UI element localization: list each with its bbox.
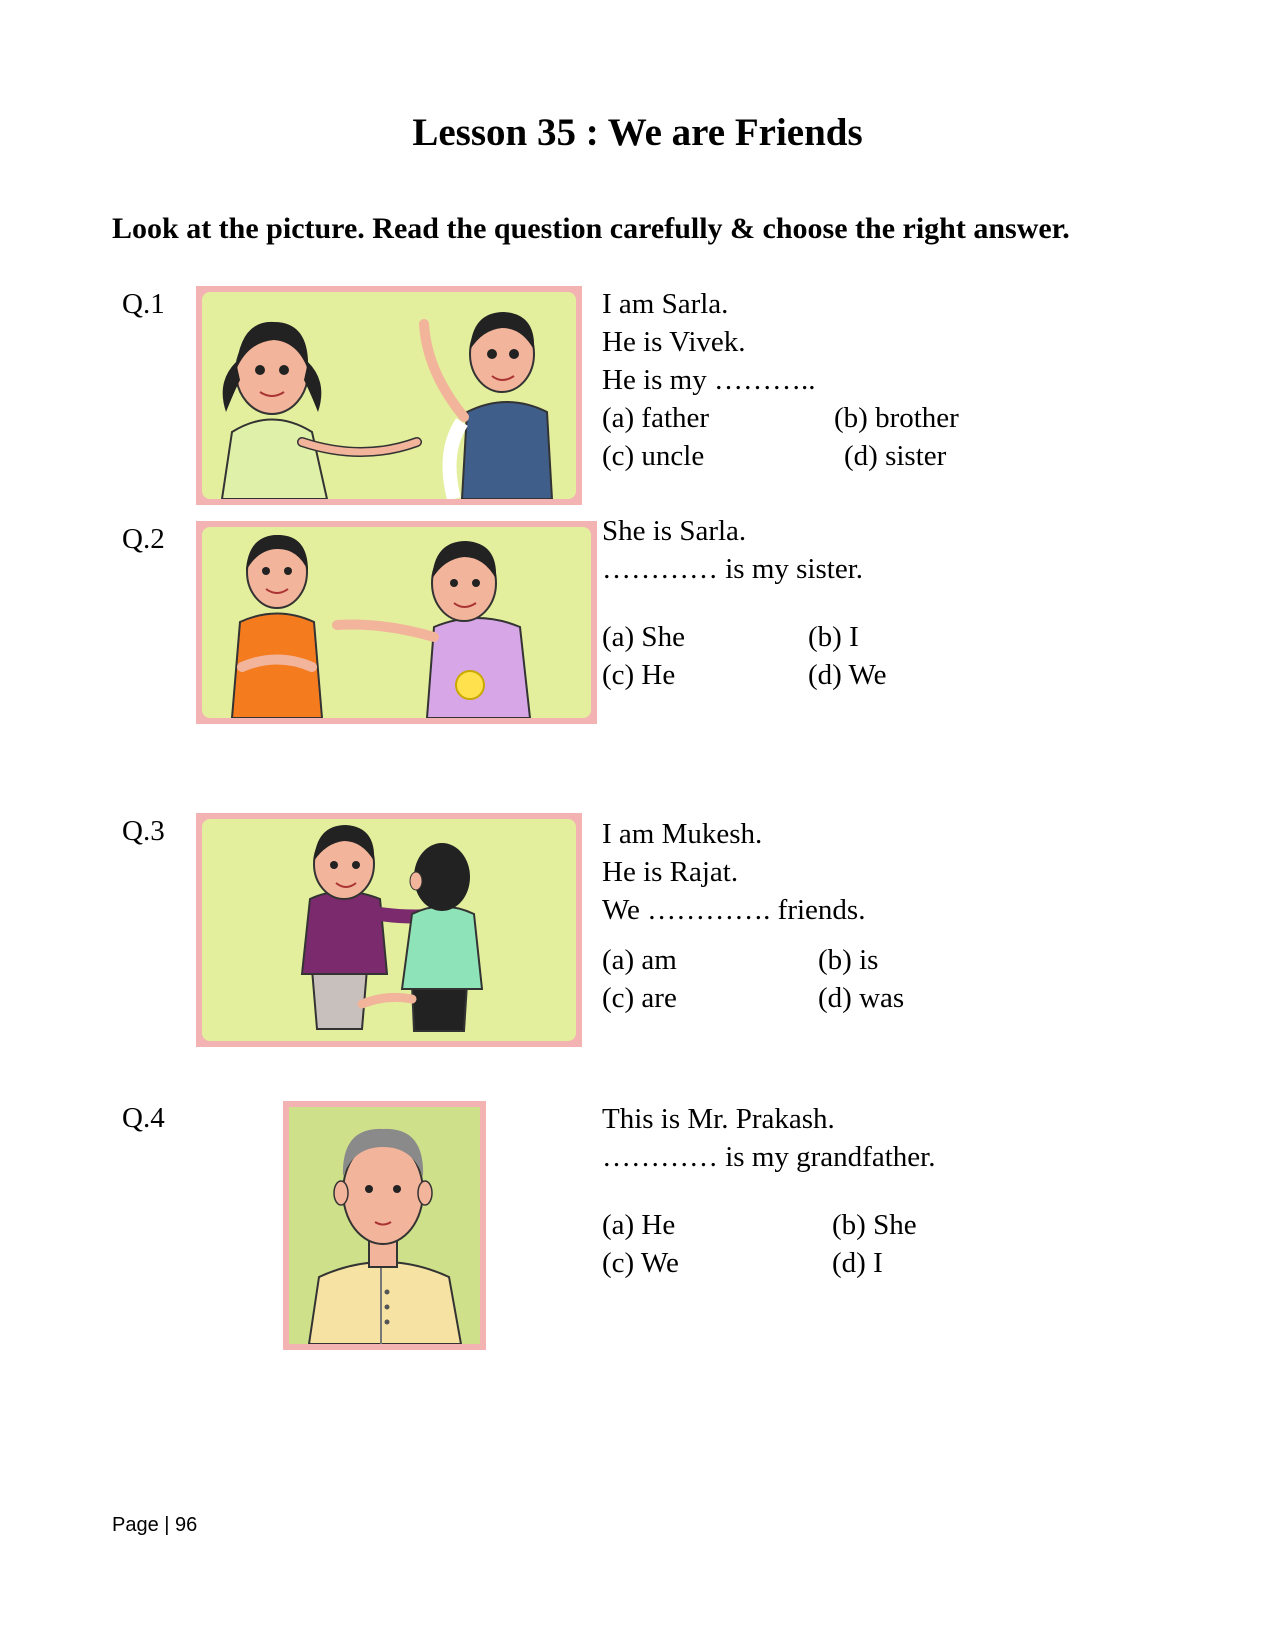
question-number: Q.2 [122,523,165,555]
question-line: I am Mukesh. [602,818,763,850]
question-line: ………… is my sister. [602,553,864,585]
option-b[interactable]: (b) is [818,944,879,976]
answer-options [602,618,1008,694]
question-3-text [602,815,1018,1017]
instruction: Look at the picture. Read the question carefully & choose the right answer. [112,212,1070,245]
question-number: Q.3 [122,815,165,847]
question-2-text [602,512,1008,694]
question-1-text [602,285,1034,475]
question-4-text [602,1100,1032,1282]
option-c[interactable]: (c) We [602,1247,679,1279]
answer-options [602,1206,1032,1282]
question-line: He is my ……….. [602,364,816,396]
option-b[interactable]: (b) I [808,621,859,653]
question-line: This is Mr. Prakash. [602,1103,835,1135]
question-line: I am Sarla. [602,288,729,320]
page-number: Page | 96 [112,1514,198,1536]
option-a[interactable]: (a) She [602,621,685,653]
question-number: Q.4 [122,1102,165,1134]
question-line: ………… is my grandfather. [602,1141,936,1173]
answer-options [602,941,1018,1017]
option-b[interactable]: (b) brother [834,402,959,434]
option-d[interactable]: (d) I [832,1247,883,1279]
option-c[interactable]: (c) are [602,982,677,1014]
question-number: Q.1 [122,288,165,320]
question-line: We …………. friends. [602,894,866,926]
question-line: She is Sarla. [602,515,747,547]
question-line: He is Vivek. [602,326,746,358]
question-line: He is Rajat. [602,856,739,888]
option-b[interactable]: (b) She [832,1209,917,1241]
option-d[interactable]: (d) sister [844,440,947,472]
option-a[interactable]: (a) am [602,944,677,976]
answer-options [602,399,1034,475]
option-a[interactable]: (a) father [602,402,710,434]
option-d[interactable]: (d) was [818,982,905,1014]
option-c[interactable]: (c) He [602,659,676,691]
option-c[interactable]: (c) uncle [602,440,705,472]
option-a[interactable]: (a) He [602,1209,676,1241]
picture-mukesh-rajat [196,813,582,1047]
picture-sarla-vivek [196,286,582,505]
picture-sarla-brother [196,521,597,724]
page-title: Lesson 35 : We are Friends [412,111,863,154]
picture-mr-prakash [283,1101,486,1350]
option-d[interactable]: (d) We [808,659,887,691]
